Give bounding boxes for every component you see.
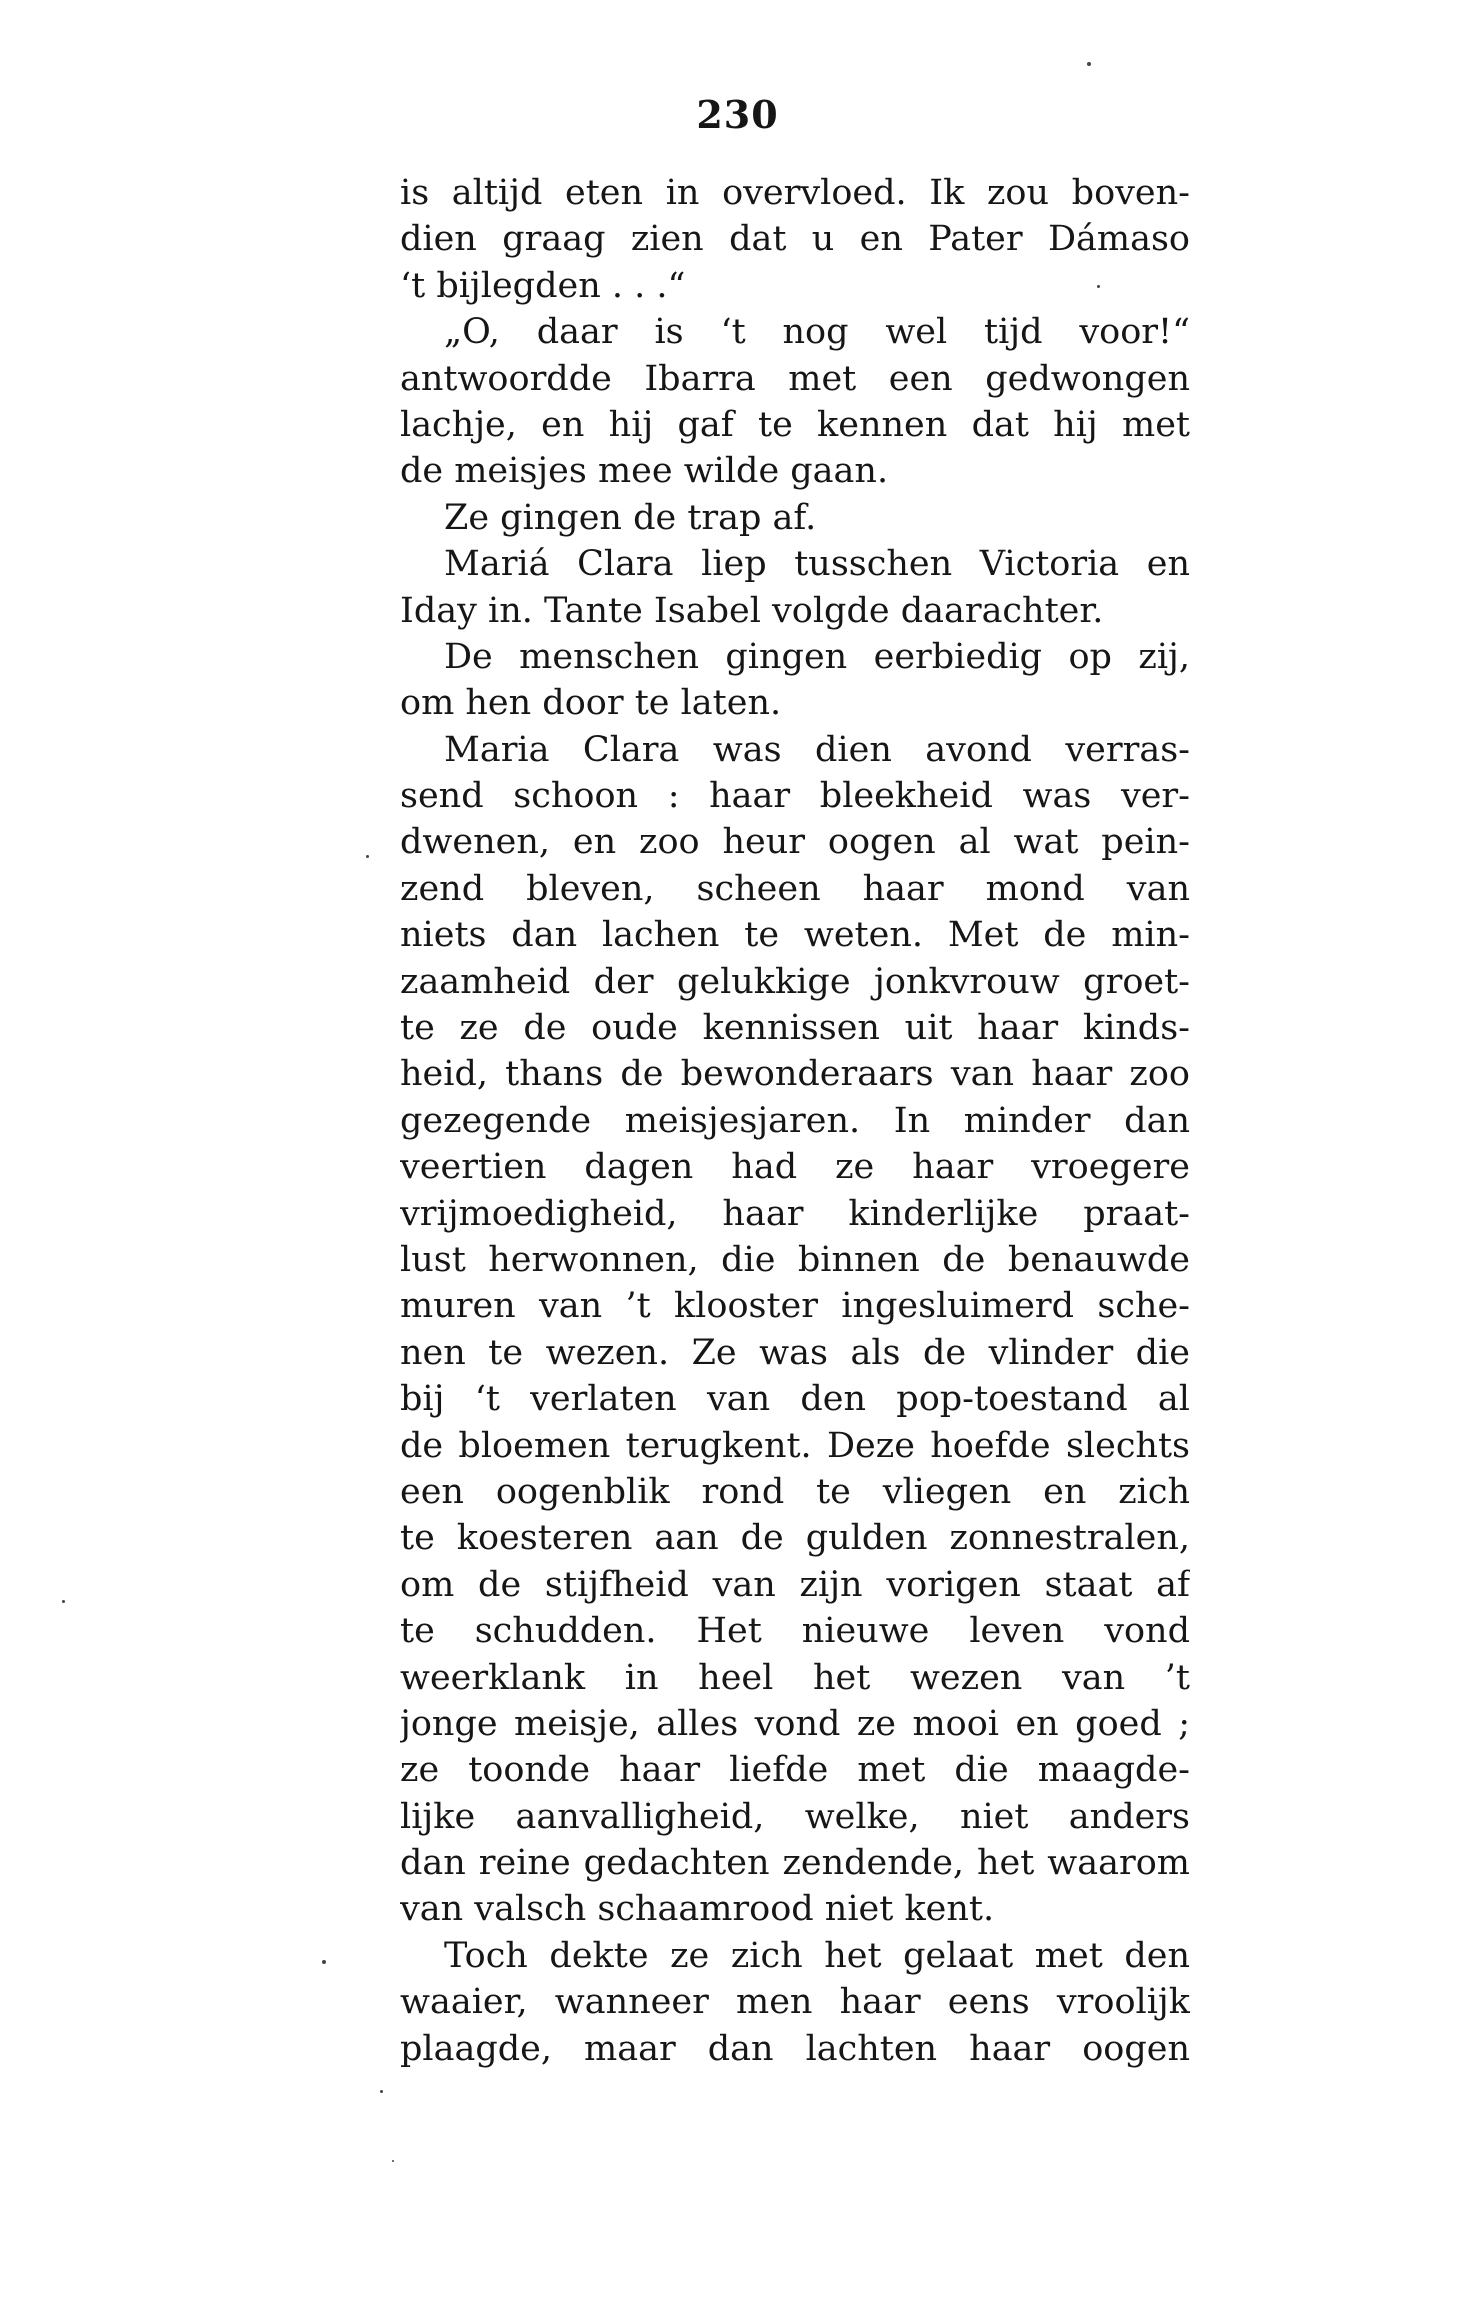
text-line: Ze gingen de trap af. bbox=[444, 497, 817, 538]
text-line: te ze de oude kennissen uit haar kinds- bbox=[400, 1008, 1190, 1049]
scan-speck bbox=[392, 2160, 394, 2162]
text-line: om de stijfheid van zijn vorigen staat af bbox=[400, 1564, 1190, 1605]
text-line: dan reine gedachten zendende, het waarom bbox=[400, 1843, 1190, 1884]
text-line: van valsch schaamrood niet kent. bbox=[400, 1889, 995, 1930]
text-line: de meisjes mee wilde gaan. bbox=[400, 451, 889, 492]
body-text bbox=[400, 170, 1190, 2072]
text-line: ‘t bijlegden . . .“ bbox=[400, 265, 686, 306]
text-line: te koesteren aan de gulden zonnestralen, bbox=[400, 1518, 1190, 1559]
text-line: De menschen gingen eerbiedig op zij, bbox=[444, 636, 1190, 677]
text-line: om hen door te laten. bbox=[400, 683, 782, 724]
text-line: nen te wezen. Ze was als de vlinder die bbox=[400, 1332, 1190, 1373]
text-line: Toch dekte ze zich het gelaat met den bbox=[444, 1935, 1190, 1976]
text-line: weerklank in heel het wezen van ’t bbox=[400, 1657, 1190, 1698]
page-number: 230 bbox=[696, 92, 779, 137]
text-line: veertien dagen had ze haar vroegere bbox=[400, 1147, 1190, 1188]
text-line: vrijmoedigheid, haar kinderlijke praat- bbox=[400, 1193, 1190, 1234]
text-line: ze toonde haar liefde met die maagde- bbox=[400, 1750, 1190, 1791]
text-line: heid, thans de bewonderaars van haar zoo bbox=[400, 1054, 1190, 1095]
text-line: send schoon : haar bleekheid was ver- bbox=[400, 776, 1190, 817]
text-line: gezegende meisjesjaren. In minder dan bbox=[400, 1100, 1190, 1141]
text-line: jonge meisje, alles vond ze mooi en goed ; bbox=[400, 1703, 1190, 1744]
text-line: dwenen, en zoo heur oogen al wat pein- bbox=[400, 822, 1190, 863]
text-line: lijke aanvalligheid, welke, niet anders bbox=[400, 1796, 1190, 1837]
text-line: een oogenblik rond te vliegen en zich bbox=[400, 1471, 1190, 1512]
text-line: „O, daar is ‘t nog wel tijd voor!“ bbox=[444, 312, 1190, 353]
text-line: de bloemen terugkent. Deze hoefde slechts bbox=[400, 1425, 1190, 1466]
scan-speck bbox=[380, 2090, 383, 2093]
text-line: Maria Clara was dien avond verras- bbox=[444, 729, 1190, 770]
text-line: muren van ’t klooster ingesluimerd sche- bbox=[400, 1286, 1190, 1327]
text-line: antwoordde Ibarra met een gedwongen bbox=[400, 358, 1190, 399]
text-line: niets dan lachen te weten. Met de min- bbox=[400, 915, 1190, 956]
text-line: lachje, en hij gaf te kennen dat hij met bbox=[400, 404, 1190, 445]
scan-speck bbox=[366, 855, 369, 858]
text-line: is altijd eten in overvloed. Ik zou boven- bbox=[400, 173, 1190, 213]
text-line: Mariá Clara liep tusschen Victoria en bbox=[444, 544, 1190, 585]
scan-speck bbox=[1087, 62, 1091, 66]
text-line: Iday in. Tante Isabel volgde daarachter. bbox=[400, 590, 1104, 631]
text-line: plaagde, maar dan lachten haar oogen bbox=[400, 2028, 1190, 2069]
scan-speck bbox=[62, 1600, 65, 1603]
text-line: waaier, wanneer men haar eens vroolijk bbox=[400, 1982, 1190, 2023]
text-line: bij ‘t verlaten van den pop-toestand al bbox=[400, 1379, 1190, 1420]
scan-speck bbox=[1097, 285, 1100, 288]
text-line: te schudden. Het nieuwe leven vond bbox=[400, 1611, 1190, 1652]
text-line: dien graag zien dat u en Pater Dámaso bbox=[400, 219, 1190, 260]
scan-speck bbox=[322, 1960, 326, 1964]
text-line: zend bleven, scheen haar mond van bbox=[400, 868, 1190, 909]
text-line: lust herwonnen, die binnen de benauwde bbox=[400, 1239, 1190, 1280]
text-line: zaamheid der gelukkige jonkvrouw groet- bbox=[400, 961, 1190, 1002]
